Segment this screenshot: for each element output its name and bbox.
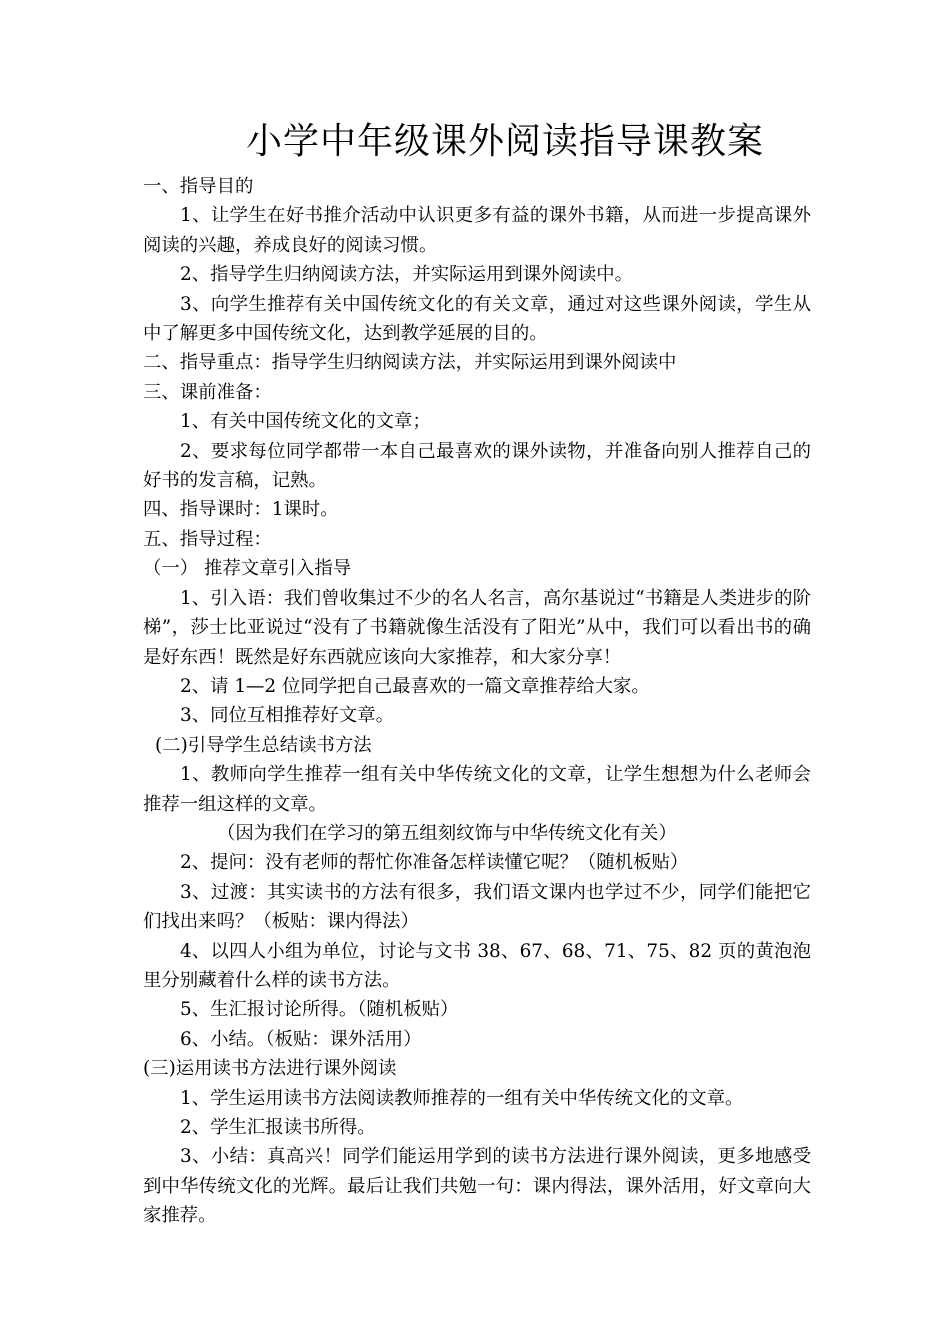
section-heading-duration: 四、指导课时：1课时。 xyxy=(143,499,339,521)
section-heading-process: 五、指导过程： xyxy=(143,528,272,550)
process-part-3-item-3: 3、小结：真高兴！同学们能运用学到的读书方法进行课外阅读，更多地感受到中华传统文化的光辉。最后让我们共勉一句：课内得法，课外活用，好文章向大家推荐。 xyxy=(143,1146,811,1227)
process-part-2-heading: (二)引导学生总结读书方法 xyxy=(155,734,372,756)
preparation-item-1: 1、有关中国传统文化的文章； xyxy=(180,411,431,433)
goal-item-2: 2、指导学生归纳阅读方法，并实际运用到课外阅读中。 xyxy=(180,264,634,286)
document-title: 小学中年级课外阅读指导课教案 xyxy=(245,121,764,162)
process-part-1-heading: （一） 推荐文章引入指导 xyxy=(143,558,352,580)
process-part-3-item-2: 2、学生汇报读书所得。 xyxy=(180,1117,376,1138)
section-heading-goals: 一、指导目的 xyxy=(143,176,254,197)
process-part-2-item-5: 5、生汇报讨论所得。（随机板贴） xyxy=(180,999,459,1021)
process-part-2-item-2: 2、提问：没有老师的帮忙你准备怎样读懂它呢？（随机板贴） xyxy=(180,852,689,874)
preparation-item-2: 2、要求每位同学都带一本自己最喜欢的课外读物，并准备向别人推荐自己的好书的发言稿，记熟。 xyxy=(143,440,811,492)
document-body xyxy=(143,172,811,1231)
process-part-2-item-6: 6、小结。（板贴：课外活用） xyxy=(180,1028,422,1050)
process-part-3-item-1: 1、学生运用读书方法阅读教师推荐的一组有关中华传统文化的文章。 xyxy=(180,1087,744,1109)
process-part-2-note: （因为我们在学习的第五组刻纹饰与中华传统文化有关） xyxy=(217,822,677,844)
process-part-3-heading: (三)运用读书方法进行课外阅读 xyxy=(143,1058,397,1080)
process-part-1-item-3: 3、同位互相推荐好文章。 xyxy=(180,705,394,727)
goal-item-1: 1、让学生在好书推介活动中认识更多有益的课外书籍，从而进一步提高课外阅读的兴趣，养成良好的阅读习惯。 xyxy=(143,205,811,256)
process-part-1-item-1: 1、引入语：我们曾收集过不少的名人名言，高尔基说过“书籍是人类进步的阶梯”，莎士比亚说过“没有了书籍就像生活没有了阳光”从中，我们可以看出书的确是好东西！既然是好东西就应该向大家推荐，和大家分享！ xyxy=(143,587,811,668)
process-part-2-item-3: 3、过渡：其实读书的方法有很多，我们语文课内也学过不少，同学们能把它们找出来吗？（板贴：课内得法） xyxy=(143,881,811,933)
process-part-2-item-1: 1、教师向学生推荐一组有关中华传统文化的文章，让学生想想为什么老师会推荐一组这样的文章。 xyxy=(143,764,811,815)
process-part-2-item-4: 4、以四人小组为单位，讨论与文书 38、67、68、71、75、82 页的黄泡泡里分别藏着什么样的读书方法。 xyxy=(143,940,811,991)
section-heading-preparation: 三、课前准备： xyxy=(143,381,272,403)
goal-item-3: 3、向学生推荐有关中国传统文化的有关文章，通过对这些课外阅读，学生从中了解更多中国传统文化，达到教学延展的目的。 xyxy=(143,293,811,345)
process-part-1-item-2: 2、请 1—2 位同学把自己最喜欢的一篇文章推荐给大家。 xyxy=(180,675,650,697)
section-heading-focus: 二、指导重点：指导学生归纳阅读方法，并实际运用到课外阅读中 xyxy=(143,352,677,374)
